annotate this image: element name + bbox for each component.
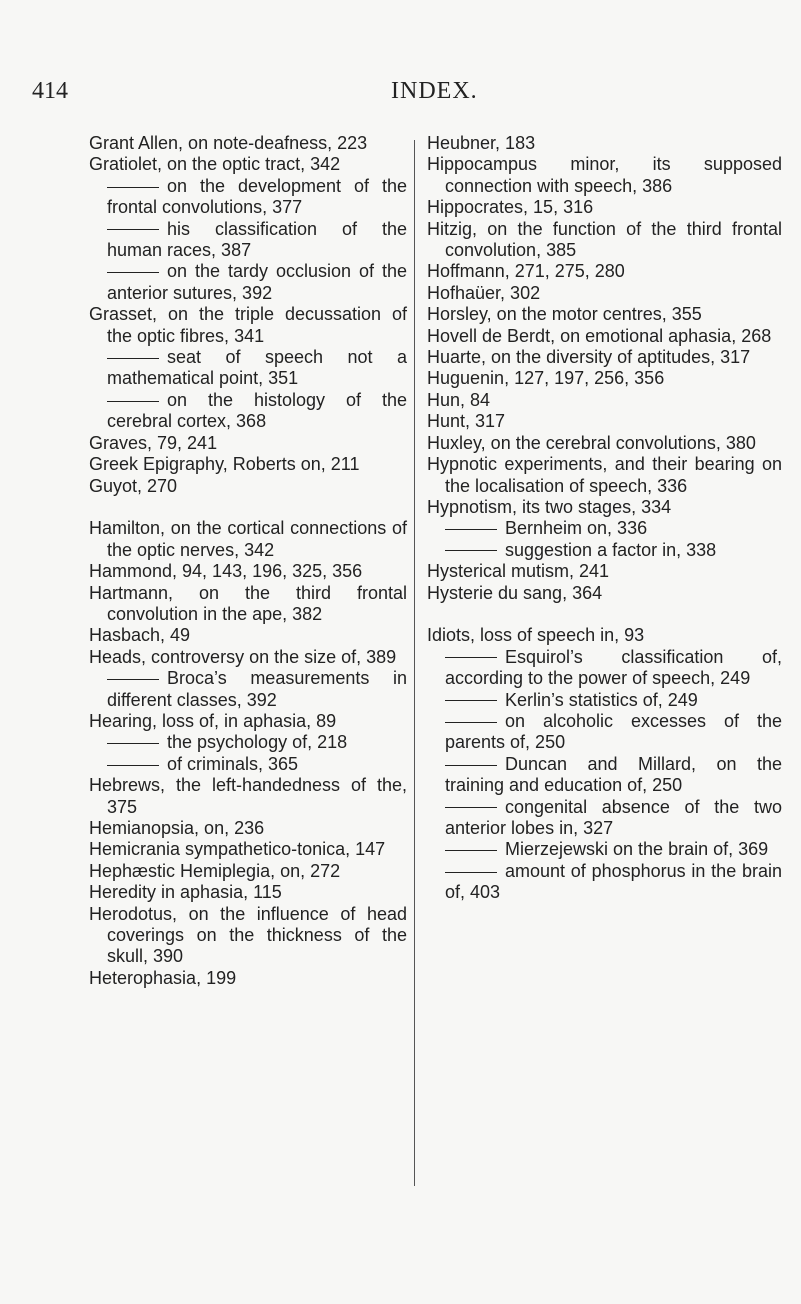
index-entry: Guyot, 270 (89, 475, 178, 496)
index-entry: Hysterie du sang, 364 (427, 582, 603, 603)
index-entry: Hartmann, on the third frontal convolution in the ape, 382 (89, 582, 407, 624)
index-entry: Hypnotic experiments, and their bearing on the localisation of speech, 336 (427, 454, 782, 496)
index-subentry: on the development of the frontal convolutions, 377 (89, 176, 407, 219)
section-gap (427, 604, 782, 625)
index-entry: Hypnotism, its two stages, 334 (427, 496, 672, 517)
index-entry: Grasset, on the triple decussation of the optic fibres, 341 (89, 304, 407, 346)
page-number: 414 (32, 78, 68, 104)
index-entry: Herodotus, on the influence of head coverings on the thickness of the skull, 390 (89, 903, 407, 967)
index-subentry: Esquirol’s classification of, according to the power of speech, 249 (427, 647, 782, 690)
index-entry: Heads, controversy on the size of, 389 (89, 646, 397, 667)
index-entry: Heubner, 183 (427, 133, 536, 153)
index-entry: Hammond, 94, 143, 196, 325, 356 (89, 561, 363, 582)
index-subentry: of criminals, 365 (89, 754, 407, 775)
index-subentry: suggestion a factor in, 338 (427, 540, 782, 561)
index-subentry: on the tardy occlusion of the anterior sutures, 392 (89, 261, 407, 304)
index-subentry: seat of speech not a mathematical point, 351 (89, 347, 407, 390)
index-entry: Graves, 79, 241 (89, 432, 218, 453)
index-entry: Hofhaüer, 302 (427, 282, 541, 303)
left-index-column (89, 133, 407, 989)
index-entry: Gratiolet, on the optic tract, 342 (89, 154, 341, 175)
index-entry: Hysterical mutism, 241 (427, 561, 610, 582)
index-entry: Hunt, 317 (427, 411, 506, 432)
index-subentry: Kerlin’s statistics of, 249 (427, 690, 782, 711)
index-subentry: Bernheim on, 336 (427, 518, 782, 539)
index-entry: Hippocrates, 15, 316 (427, 197, 594, 218)
index-entry: Idiots, loss of speech in, 93 (427, 625, 645, 646)
index-subentry: the psychology of, 218 (89, 732, 407, 753)
index-entry: Hephæstic Hemiplegia, on, 272 (89, 860, 341, 881)
index-entry: Hemianopsia, on, 236 (89, 817, 265, 838)
index-subentry: on the histology of the cerebral cortex, 368 (89, 390, 407, 433)
index-entry: Horsley, on the motor centres, 355 (427, 304, 702, 325)
index-entry: Hemicrania sympathetico-tonica, 147 (89, 839, 386, 860)
index-entry: Heredity in aphasia, 115 (89, 882, 282, 903)
index-subentry: Duncan and Millard, on the training and education of, 250 (427, 754, 782, 797)
index-entry: Hearing, loss of, in aphasia, 89 (89, 710, 337, 731)
index-entry: Huguenin, 127, 197, 256, 356 (427, 368, 665, 389)
index-entry: Hippocampus minor, its supposed connection with speech, 386 (427, 154, 782, 196)
index-entry: Hamilton, on the cortical connections of the optic nerves, 342 (89, 518, 407, 560)
page-title: INDEX. (391, 78, 478, 104)
section-gap (89, 497, 407, 518)
index-subentry: Broca’s measurements in different classes, 392 (89, 668, 407, 711)
column-divider (414, 140, 415, 1186)
index-entry: Greek Epigraphy, Roberts on, 211 (89, 454, 360, 475)
index-entry: Hun, 84 (427, 389, 491, 410)
index-entry: Hovell de Berdt, on emotional aphasia, 268 (427, 325, 772, 346)
index-entry: Huxley, on the cerebral convolutions, 380 (427, 432, 756, 453)
index-subentry: congenital absence of the two anterior lobes in, 327 (427, 797, 782, 840)
index-subentry: amount of phosphorus in the brain of, 403 (427, 861, 782, 904)
index-entry: Hoffmann, 271, 275, 280 (427, 261, 625, 282)
index-entry: Hasbach, 49 (89, 625, 191, 646)
index-subentry: his classification of the human races, 387 (89, 219, 407, 262)
index-subentry: Mierzejewski on the brain of, 369 (427, 839, 782, 860)
index-subentry: on alcoholic excesses of the parents of, 250 (427, 711, 782, 754)
index-entry: Hebrews, the left-handedness of the, 375 (89, 775, 407, 817)
index-entry: Heterophasia, 199 (89, 967, 237, 988)
index-entry: Huarte, on the diversity of aptitudes, 317 (427, 347, 751, 368)
page-header (0, 78, 801, 118)
index-entry: Hitzig, on the function of the third frontal convolution, 385 (427, 218, 782, 261)
right-index-column (427, 133, 782, 904)
index-entry: Grant Allen, on note-deafness, 223 (89, 133, 368, 153)
